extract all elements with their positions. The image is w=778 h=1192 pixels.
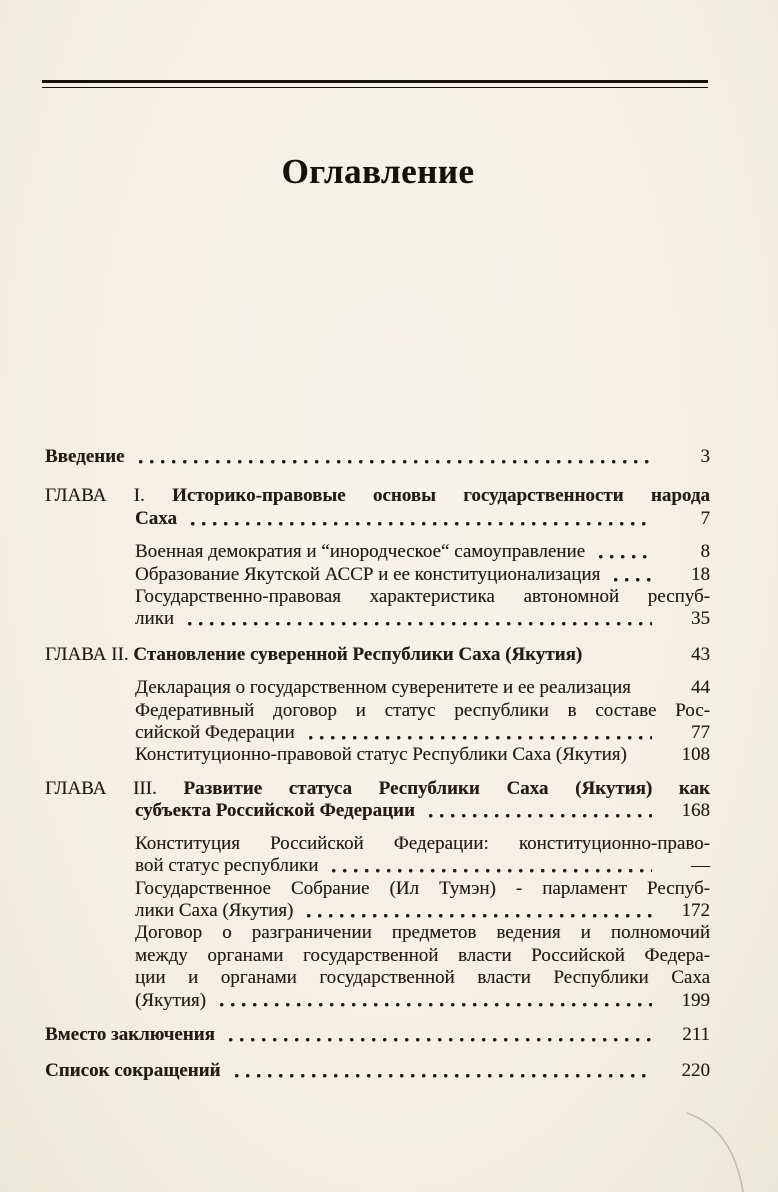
toc-line-text [135, 722, 295, 744]
toc-entry-chapter-3-sub-3 [45, 922, 710, 1012]
toc-entry-text: Декларация о государственном суверенитете и ее реализация [135, 677, 631, 699]
page-number: 108 [681, 744, 710, 766]
toc-entry-chapter-2-sub-1 [45, 677, 710, 699]
toc-entry-text: вой статус республики [135, 855, 319, 877]
toc-line [45, 541, 710, 563]
dot-leader [429, 804, 652, 823]
toc [45, 446, 710, 1083]
toc-line-text [135, 508, 177, 530]
dot-leader [332, 859, 652, 878]
toc-entry-text: Военная демократия и “инородческое“ самоуправление [135, 541, 586, 563]
toc-line [45, 722, 710, 744]
dot-leader [307, 903, 652, 922]
toc-line [45, 446, 710, 468]
toc-entry-chapter-3-sub-1 [45, 833, 710, 878]
toc-entry-chapter-1-sub-2 [45, 564, 710, 586]
toc-entry-text: (Якутия) [135, 989, 206, 1011]
toc-entry-chapter-3 [45, 778, 710, 823]
page-number: 220 [681, 1060, 710, 1082]
dot-leader [599, 545, 652, 564]
page-number: 35 [691, 608, 710, 630]
toc-line [45, 564, 710, 586]
toc-entry-title: Введение [45, 446, 125, 467]
page-number: 3 [700, 446, 710, 467]
toc-line-text [135, 990, 206, 1012]
toc-line-text [135, 855, 318, 877]
dot-leader [614, 567, 652, 586]
toc-line-text [45, 1060, 221, 1082]
dot-leader [139, 449, 653, 468]
toc-line [45, 990, 710, 1012]
toc-line-text [135, 800, 415, 822]
page-number: 172 [681, 899, 710, 921]
toc-entry-introduction [45, 446, 710, 468]
toc-entry-chapter-1 [45, 485, 710, 530]
toc-entry-text: Конституционно-правовой статус Республики Саха (Якутия) [135, 744, 627, 766]
page-number: 8 [700, 541, 710, 563]
toc-line [45, 700, 710, 722]
leader-spacer [645, 681, 652, 700]
toc-entry-title: Саха [135, 507, 177, 529]
page-number: 7 [700, 507, 710, 529]
toc-entry-text: ГЛАВА III. [45, 777, 184, 799]
toc-entry-chapter-1-sub-3 [45, 586, 710, 631]
page-number: 77 [691, 722, 710, 744]
top-double-rule [42, 80, 708, 88]
toc-line-text [45, 1024, 215, 1046]
toc-line [45, 644, 710, 666]
page-number: 168 [681, 800, 710, 822]
page-number: 211 [682, 1023, 710, 1045]
toc-line-text [135, 608, 174, 630]
toc-line-text [135, 744, 627, 766]
toc-line [45, 922, 710, 944]
toc-entry-text: между органами государственной власти Российской Федера- [135, 944, 710, 966]
dot-leader [309, 725, 652, 744]
page-number: 44 [691, 677, 710, 699]
leader-spacer [596, 647, 652, 666]
toc-line [45, 800, 710, 822]
toc-line [45, 878, 710, 900]
toc-entry-abbreviations [45, 1060, 710, 1082]
toc-line [45, 1060, 710, 1082]
toc-line [45, 586, 710, 608]
toc-entry-title: Развитие статуса Республики Саха (Якутия) как [183, 777, 710, 799]
toc-entry-conclusion [45, 1024, 710, 1046]
toc-line-text [135, 677, 631, 699]
toc-line [45, 945, 710, 967]
page-title: Оглавление [281, 152, 475, 191]
toc-line-text [135, 900, 293, 922]
dot-leader [235, 1064, 652, 1083]
toc-entry-text: ГЛАВА I. [45, 485, 173, 507]
dot-leader [191, 511, 652, 530]
toc-entry-title: Вместо заключения [45, 1023, 215, 1045]
toc-line [45, 778, 710, 800]
toc-entry-chapter-1-sub-1 [45, 541, 710, 563]
page-number: — [691, 855, 710, 877]
toc-entry-text: сийской Федерации [135, 722, 295, 744]
leader-spacer [641, 748, 652, 767]
toc-entry-title: Историко-правовые основы государственности народа [172, 485, 710, 507]
toc-line [45, 1024, 710, 1046]
toc-entry-text: Договор о разграничении предметов ведения и полномочий [135, 922, 710, 944]
dot-leader [188, 612, 652, 631]
toc-entry-title: Становление суверенной Республики Саха (Якутия) [133, 643, 583, 665]
toc-entry-text: лики [135, 608, 175, 630]
page-curl-artifact [683, 1107, 753, 1192]
toc-line-text [45, 446, 125, 468]
toc-entry-text: Государственное Собрание (Ил Тумэн) - парламент Респуб- [135, 877, 710, 899]
toc-entry-chapter-3-sub-2 [45, 878, 710, 923]
toc-line [45, 677, 710, 699]
page-number: 43 [691, 643, 710, 665]
toc-line-text [135, 564, 600, 586]
toc-entry-text: ции и органами государственной власти Республики Саха [135, 967, 710, 989]
toc-entry-text: Государственно-правовая характеристика автономной респуб- [135, 586, 710, 608]
toc-entry-text: Федеративный договор и статус республики в составе Рос- [135, 699, 710, 721]
toc-entry-text: Конституция Российской Федерации: конституционно-право- [135, 832, 710, 854]
toc-entry-text: ГЛАВА II. [45, 643, 134, 665]
toc-entry-text: Образование Якутской АССР и ее конституционализация [135, 563, 601, 585]
toc-line [45, 485, 710, 507]
toc-entry-text: лики Саха (Якутия) [135, 899, 294, 921]
toc-line [45, 508, 710, 530]
toc-line-text [45, 644, 582, 666]
toc-entry-title: Список сокращений [45, 1060, 221, 1082]
toc-line [45, 855, 710, 877]
dot-leader [229, 1027, 652, 1046]
toc-entry-chapter-2 [45, 644, 710, 666]
toc-line [45, 900, 710, 922]
toc-line [45, 608, 710, 630]
toc-line [45, 744, 710, 766]
toc-entry-chapter-2-sub-2 [45, 700, 710, 745]
toc-line [45, 967, 710, 989]
toc-line-text [135, 541, 585, 563]
page-number: 18 [691, 563, 710, 585]
page-number: 199 [681, 989, 710, 1011]
toc-line [45, 833, 710, 855]
toc-entry-title: субъекта Российской Федерации [135, 800, 415, 822]
toc-entry-chapter-2-sub-3 [45, 744, 710, 766]
dot-leader [220, 993, 652, 1012]
